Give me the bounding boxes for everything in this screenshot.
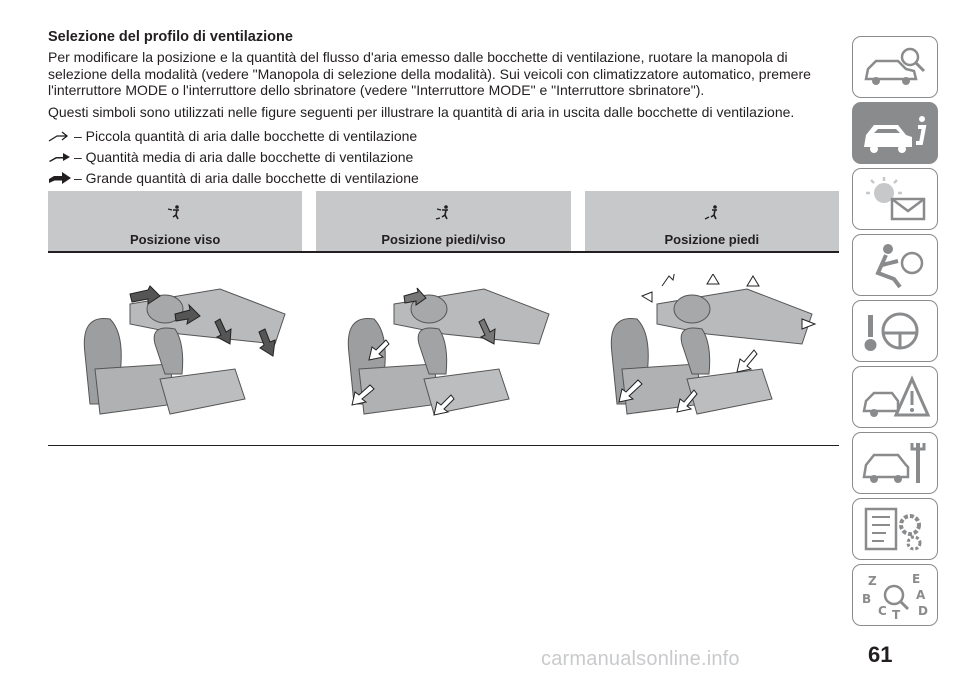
illustration-face-feet — [312, 253, 576, 445]
legend-text-large: – Grande quantità di aria dalle bocchette di ventilazione — [74, 169, 419, 186]
svg-text:C: C — [878, 604, 887, 618]
specs-gear-icon — [858, 503, 932, 555]
arrow-outline-icon — [48, 129, 72, 143]
footer-rule — [48, 445, 839, 446]
illustration-face — [48, 253, 312, 445]
tab-car-warning[interactable] — [852, 366, 938, 428]
ventilation-profile-table — [48, 191, 839, 447]
arrow-thick-icon — [48, 171, 72, 185]
tab-car-maintenance[interactable] — [852, 432, 938, 494]
cabin-face-feet-illustration — [334, 274, 554, 424]
main-content — [48, 28, 840, 188]
tab-warning-lights[interactable] — [852, 168, 938, 230]
tab-seat-airbag[interactable] — [852, 234, 938, 296]
car-search-icon — [858, 41, 932, 93]
cabin-face-illustration — [70, 274, 290, 424]
cabin-feet-illustration — [597, 274, 817, 424]
tab-car-search[interactable] — [852, 36, 938, 98]
legend-text-small: – Piccola quantità di aria dalle bocchette di ventilazione — [74, 127, 418, 144]
legend-row-large — [48, 167, 840, 188]
column-header-face-feet — [316, 191, 570, 251]
svg-text:T: T — [892, 608, 901, 621]
alphabet-index-icon — [858, 569, 932, 621]
svg-text:D: D — [918, 604, 928, 618]
car-wrench-icon — [858, 437, 932, 489]
section-title: Selezione del profilo di ventilazione — [48, 29, 293, 45]
column-label-face: Posizione viso — [130, 232, 221, 247]
tab-specs[interactable] — [852, 498, 938, 560]
tab-alphabetical-index[interactable] — [852, 564, 938, 626]
watermark: carmanualsonline.info — [541, 648, 740, 670]
column-header-feet — [585, 191, 839, 251]
svg-text:Z: Z — [868, 574, 877, 588]
legend-text-medium: – Quantità media di aria dalle bocchette di ventilazione — [74, 148, 414, 165]
tab-car-info[interactable] — [852, 102, 938, 164]
svg-text:B: B — [862, 592, 872, 606]
table-header — [48, 191, 839, 251]
car-info-icon — [858, 107, 932, 159]
airflow-face-feet-icon — [434, 204, 452, 222]
legend-row-small — [48, 125, 840, 146]
airflow-feet-icon — [703, 204, 721, 222]
seat-airbag-icon — [858, 239, 932, 291]
legend-row-medium — [48, 146, 840, 167]
chapter-index-sidebar — [852, 36, 940, 630]
warning-light-message-icon — [858, 173, 932, 225]
svg-text:E: E — [912, 572, 921, 586]
column-label-face-feet: Posizione piedi/viso — [381, 232, 506, 247]
paragraph-mode-selection: Per modificare la posizione e la quantità del flusso d'aria emesso dalle bocchette di ventilazione, ruotare la manopola di selezione della modalità (vedere "Manopola di selezione della modalità). Sui veicoli con climatizzatore automatico, premere l'interruttore MODE o l'interruttore dello sbrinatore (vedere "Interruttore MODE" e "Interruttore sbrinatore"). — [48, 49, 811, 98]
arrow-filled-icon — [48, 150, 72, 164]
page-number: 61 — [868, 642, 893, 667]
tab-steering-key[interactable] — [852, 300, 938, 362]
column-header-face — [48, 191, 302, 251]
illustration-feet — [575, 253, 839, 445]
column-label-feet: Posizione piedi — [664, 232, 760, 247]
paragraph-symbols: Questi simboli sono utilizzati nelle figure seguenti per illustrare la quantità di aria in uscita dalle bocchette di ventilazione. — [48, 103, 795, 120]
car-warning-triangle-icon — [858, 371, 932, 423]
steering-key-icon — [858, 305, 932, 357]
airflow-face-icon — [166, 204, 184, 222]
svg-text:A: A — [916, 588, 926, 602]
table-body — [48, 253, 839, 445]
